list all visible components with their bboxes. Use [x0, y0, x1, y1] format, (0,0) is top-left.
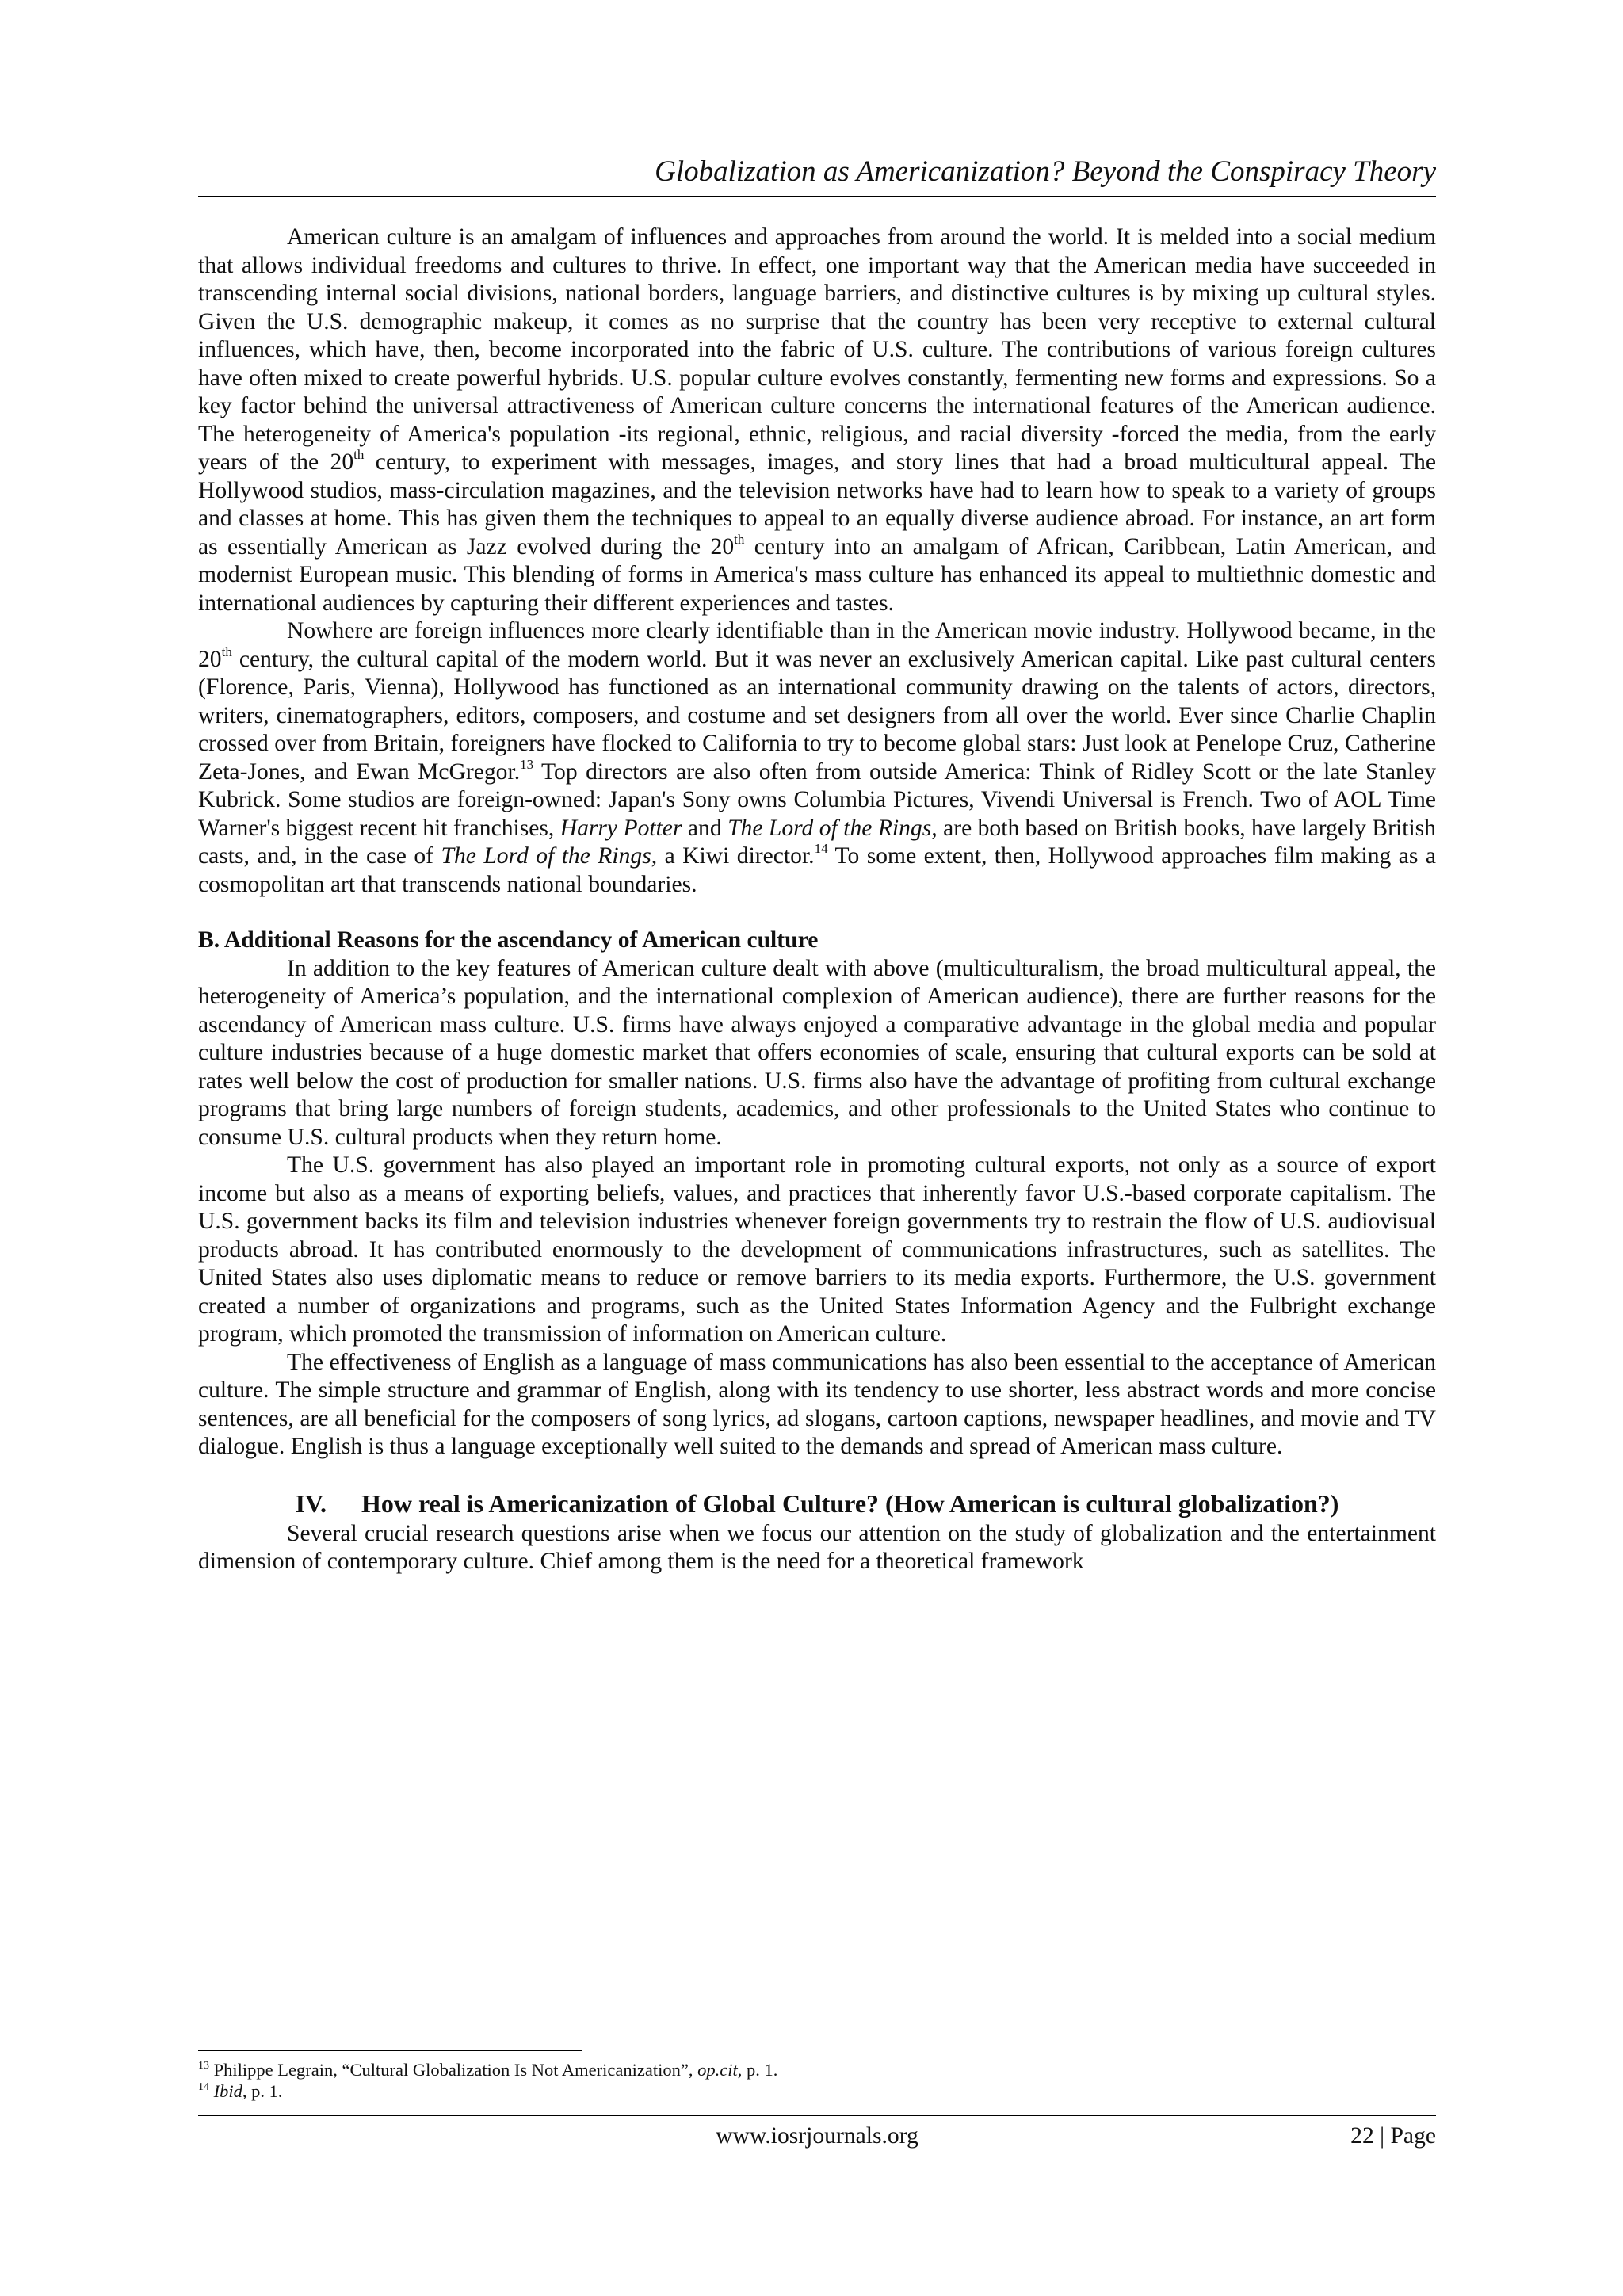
- footnote-ref-14[interactable]: 14: [814, 841, 828, 856]
- superscript: th: [353, 447, 365, 462]
- footnote-14: $^{14}$ Ibid, p. 1.: [198, 2081, 283, 2101]
- section-iv-heading: [198, 1488, 1436, 1520]
- paragraph-research-questions: Several crucial research questions arise when we focus our attention on the study of globalization and the entertainment dimension of contemporary culture. Chief among them is the need for a theoretical framework: [198, 1520, 1436, 1574]
- paragraph-us-government-role: The U.S. government has also played an important role in promoting cultural exports, not only as a source of export income but also as a means of exporting beliefs, values, and practices that inherently favor U.S.-based corporate capitalism. The U.S. government backs its film and television industries whenever foreign governments try to restrain the flow of U.S. audiovisual products abroad. It has contributed enormously to the development of communications infrastructures, such as satellites. The United States also uses diplomatic means to reduce or remove barriers to its media exports. Furthermore, the U.S. government created a number of organizations and programs, such as the United States Information Agency and the Fulbright exchange program, which promoted the transmission of information on American culture.: [198, 1152, 1436, 1347]
- superscript: th: [221, 644, 232, 659]
- page-footer: [198, 2121, 1436, 2153]
- journal-site-link[interactable]: www.iosrjournals.org: [716, 2123, 918, 2149]
- footnote-rule: [198, 2050, 582, 2051]
- document-page: [198, 0, 1436, 2296]
- header-rule: [198, 196, 1436, 197]
- paragraph-american-culture-amalgam: American culture is an amalgam of influences and approaches from around the world. It is melded into a social medium that allows individual freedoms and cultures to thrive. In effect, one important way that the American media have succeeded in transcending internal social divisions, national borders, language barriers, and distinctive cultures is by mixing up cultural styles. Given the U.S. demographic makeup, it comes as no surprise that the country has been very receptive to external cultural influences, which have, then, become incorporated into the fabric of U.S. culture. The contributions of various foreign cultures have often mixed to create powerful hybrids. U.S. popular culture evolves constantly, fermenting new forms and expressions. So a key factor behind the universal attractiveness of American culture concerns the international features of the American audience. The heterogeneity of America's population -its regional, ethnic, religious, and racial diversity -forced the media, from the early years of the 20th century, to experiment with messages, images, and story lines that had a broad multicultural appeal. The Hollywood studios, mass-circulation magazines, and the television networks have had to learn how to speak to a variety of groups and classes at home. This has given them the techniques to appeal to an equally diverse audience abroad. For instance, an art form as essentially American as Jazz evolved during the 20th century into an amalgam of African, Caribbean, Latin American, and modernist European music. This blending of forms in America's mass culture has enhanced its appeal to multiethnic domestic and international audiences by capturing their different experiences and tastes.: [198, 224, 1436, 616]
- body-text: [198, 223, 1436, 1576]
- section-title: How real is Americanization of Global Culture? (How American is cultural globalization?): [361, 1488, 1339, 1518]
- paragraph-hollywood-foreign-influences: Nowhere are foreign influences more clearly identifiable than in the American movie industry. Hollywood became, in the 20th century, the cultural capital of the modern world. But it was never an exclusively American capital. Like past cultural centers (Florence, Paris, Vienna), Hollywood has functioned as an international community drawing on the talents of actors, directors, writers, cinematographers, editors, composers, and costume and set designers from all over the world. Ever since Charlie Chaplin crossed over from Britain, foreigners have flocked to California to try to become global stars: Just look at Penelope Cruz, Catherine Zeta-Jones, and Ewan McGregor.$^{13}$ Top directors are also often from outside America: Think of Ridley Scott or the late Stanley Kubrick. Some studios are foreign-owned: Japan's Sony owns Columbia Pictures, Vivendi Universal is French. Two of AOL Time Warner's biggest recent hit franchises, Harry Potter and The Lord of the Rings, are both based on British books, have largely British casts, and, in the case of The Lord of the Rings, a Kiwi director.$^{14}$ To some extent, then, Hollywood approaches film making as a cosmopolitan art that transcends national boundaries.: [198, 618, 1436, 897]
- page-number: 22 | Page: [1350, 2123, 1436, 2149]
- paragraph-english-language: The effectiveness of English as a language of mass communications has also been essential to the acceptance of American culture. The simple structure and grammar of English, along with its tendency to use shorter, less abstract words and more concise sentences, are all beneficial for the composers of song lyrics, ad slogans, cartoon captions, newspaper headlines, and movie and TV dialogue. English is thus a language exceptionally well suited to the demands and spread of American mass culture.: [198, 1349, 1436, 1459]
- footnotes: [198, 2059, 1436, 2102]
- running-head: Globalization as Americanization? Beyond the Conspiracy Theory: [655, 155, 1436, 188]
- paragraph-additional-reasons: In addition to the key features of American culture dealt with above (multiculturalism, the broad multicultural appeal, the heterogeneity of America’s population, and the international complexion of American audience), there are further reasons for the ascendancy of American mass culture. U.S. firms have always enjoyed a comparative advantage in the global media and popular culture industries because of a huge domestic market that offers economies of scale, ensuring that cultural exports can be sold at rates well below the cost of production for smaller nations. U.S. firms also have the advantage of profiting from cultural exchange programs that bring large numbers of foreign students, academics, and other professionals to the United States who continue to consume U.S. cultural products when they return home.: [198, 955, 1436, 1150]
- footnote-13: $^{13}$ Philippe Legrain, “Cultural Globalization Is Not Americanization”, op.cit, p. 1.: [198, 2060, 778, 2080]
- section-number: IV.: [295, 1488, 327, 1518]
- section-b-heading: B. Additional Reasons for the ascendancy of American culture: [198, 927, 819, 953]
- superscript: th: [734, 531, 745, 547]
- section-b: [198, 926, 1436, 1461]
- footnote-ref-13[interactable]: 13: [520, 756, 534, 772]
- footer-rule: [198, 2115, 1436, 2116]
